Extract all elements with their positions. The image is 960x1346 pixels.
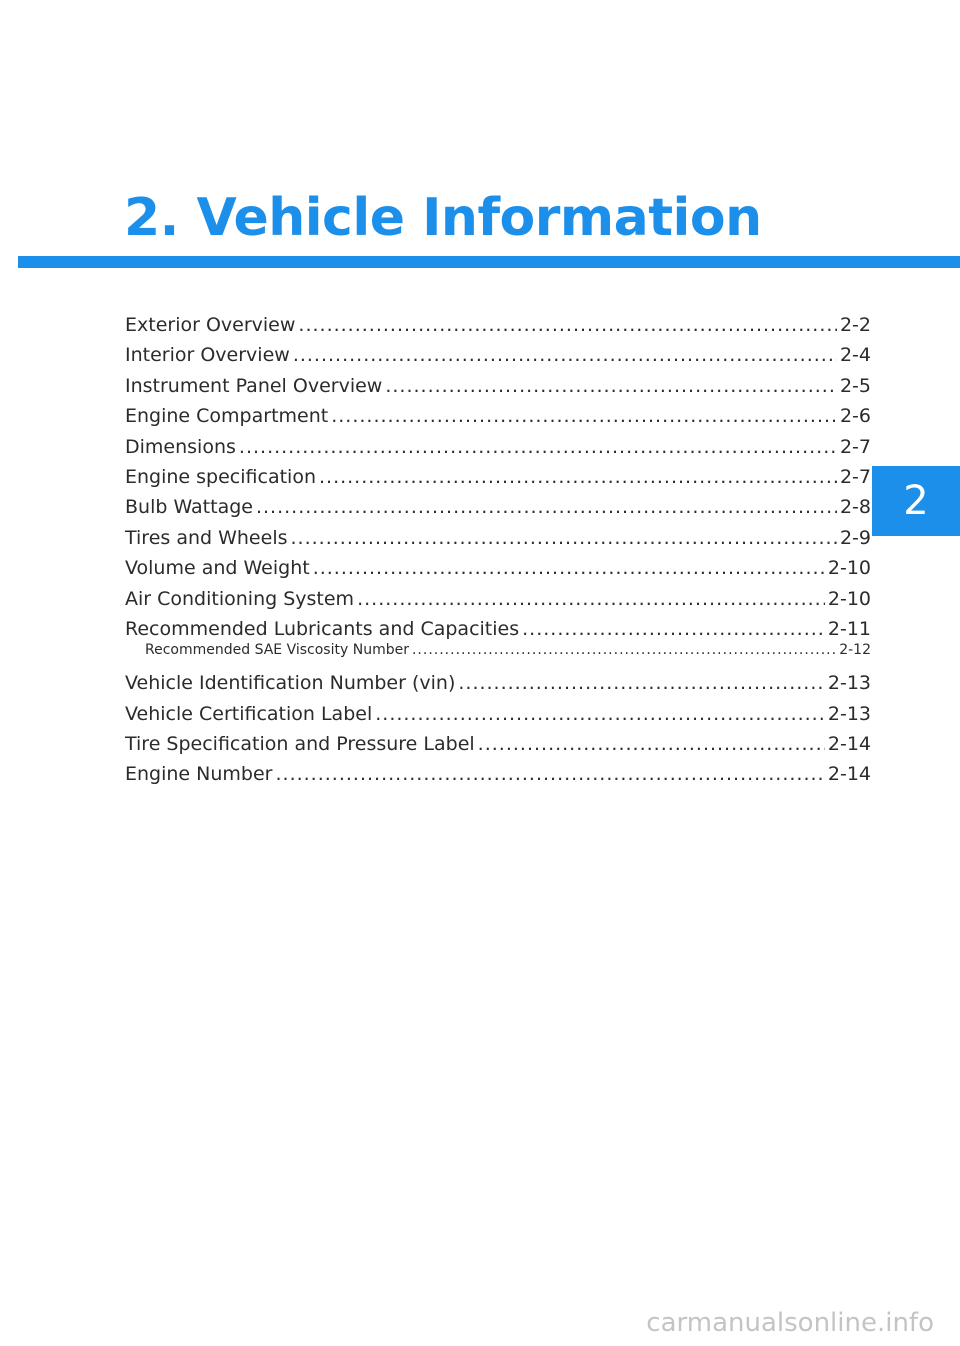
toc-leader-dots <box>256 496 837 518</box>
toc-leader-dots <box>522 618 825 640</box>
toc-leader-dots <box>385 375 837 397</box>
toc-entry-page: 2-14 <box>827 763 871 786</box>
toc-entry-label: Exterior Overview <box>125 314 296 336</box>
toc-entry-page: 2-6 <box>839 405 871 428</box>
toc-subentry-page: 2-12 <box>839 642 871 659</box>
toc-entry-page: 2-7 <box>839 435 871 458</box>
toc-entry[interactable] <box>125 588 871 618</box>
toc-leader-dots <box>313 557 825 579</box>
toc-entry-page: 2-4 <box>839 344 871 367</box>
toc-entry[interactable] <box>125 703 871 733</box>
toc-entry-label: Vehicle Certification Label <box>125 702 373 725</box>
toc-leader-dots <box>331 405 837 427</box>
toc-leader-dots <box>357 588 825 610</box>
toc-leader-dots <box>478 733 825 755</box>
toc-entry-page: 2-10 <box>827 587 871 610</box>
toc-subentry[interactable] <box>125 642 871 664</box>
toc-entry-label: Engine specification <box>125 465 316 488</box>
toc-entry[interactable] <box>125 405 871 435</box>
toc-entry[interactable] <box>125 496 871 526</box>
table-of-contents <box>125 314 871 794</box>
toc-entry-label: Tires and Wheels <box>125 526 288 549</box>
toc-entry[interactable] <box>125 527 871 557</box>
toc-entry-label: Engine Number <box>125 763 273 786</box>
toc-entry-page: 2-13 <box>827 672 871 695</box>
toc-entry[interactable] <box>125 344 871 374</box>
toc-entry-page: 2-14 <box>827 733 871 756</box>
toc-leader-dots <box>375 703 825 725</box>
toc-entry-page: 2-8 <box>839 496 871 519</box>
toc-entry-label: Tire Specification and Pressure Label <box>125 733 475 756</box>
toc-leader-dots <box>412 642 836 658</box>
toc-leader-dots <box>239 436 837 458</box>
toc-entry[interactable] <box>125 557 871 587</box>
toc-leader-dots <box>298 314 837 336</box>
toc-entry-label: Volume and Weight <box>125 557 310 580</box>
toc-entry-label: Interior Overview <box>125 344 290 367</box>
toc-entry-page: 2-7 <box>839 465 871 488</box>
toc-entry[interactable] <box>125 314 871 344</box>
toc-entry-page: 2-9 <box>839 526 871 549</box>
toc-entry-label: Vehicle Identification Number (vin) <box>125 672 456 695</box>
toc-entry-label: Recommended Lubricants and Capacities <box>125 617 520 640</box>
toc-entry-label: Dimensions <box>125 435 236 458</box>
toc-leader-dots <box>291 527 837 549</box>
toc-leader-dots <box>319 466 837 488</box>
toc-entry[interactable] <box>125 733 871 763</box>
toc-entry-page: 2-11 <box>827 617 871 640</box>
toc-entry[interactable] <box>125 375 871 405</box>
watermark: carmanualsonline.info <box>646 1308 934 1338</box>
toc-entry[interactable] <box>125 763 871 793</box>
toc-entry-page: 2-5 <box>839 374 871 397</box>
toc-leader-dots <box>458 672 825 694</box>
toc-leader-dots <box>293 344 837 366</box>
toc-entry-label: Instrument Panel Overview <box>125 374 383 397</box>
toc-entry-label: Bulb Wattage <box>125 496 253 519</box>
toc-entry-page: 2-2 <box>839 314 871 336</box>
toc-entry-page: 2-13 <box>827 702 871 725</box>
toc-entry[interactable] <box>125 672 871 702</box>
toc-entry-label: Engine Compartment <box>125 405 329 428</box>
chapter-title: 2. Vehicle Information <box>124 188 762 248</box>
toc-entry[interactable] <box>125 466 871 496</box>
toc-leader-dots <box>275 763 824 785</box>
toc-entry[interactable] <box>125 436 871 466</box>
toc-entry-label: Air Conditioning System <box>125 587 355 610</box>
toc-entry-page: 2-10 <box>827 557 871 580</box>
title-divider <box>18 256 960 268</box>
toc-subentry-label: Recommended SAE Viscosity Number <box>145 642 409 659</box>
chapter-tab[interactable]: 2 <box>872 466 960 536</box>
